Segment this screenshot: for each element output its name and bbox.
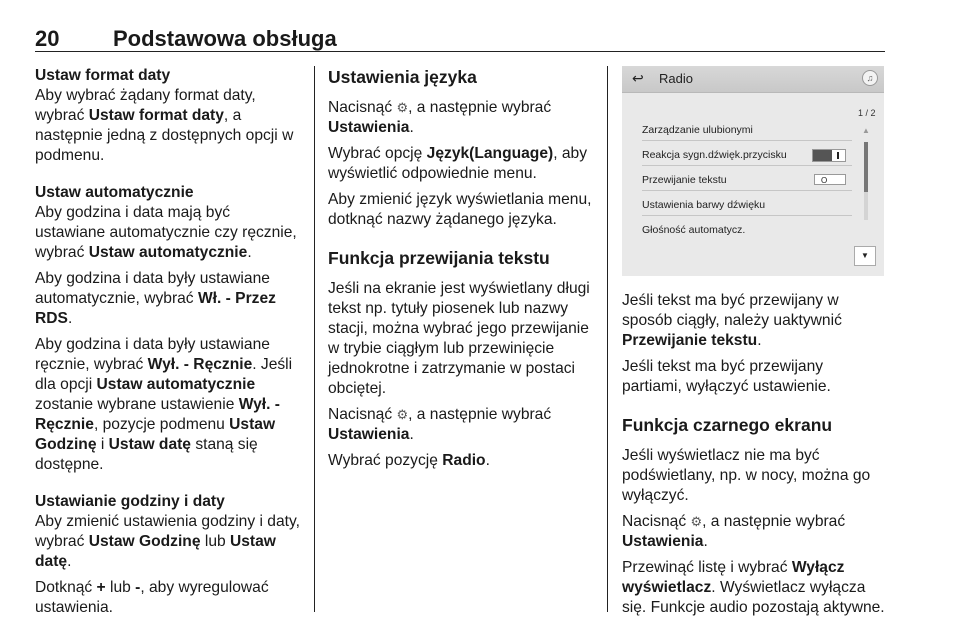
menu-item-auto-volume[interactable]: Głośność automatycz. [642,224,746,236]
beep-level-marker [837,152,839,159]
scroll-step-1: Nacisnąć ⚙, a następnie wybrać Ustawienia. [328,406,552,443]
text-scroll-intro: Jeśli na ekranie jest wyświetlany długi tekst np. tytuły piosenek lub nazwy stacji, można wybrać jego przewijanie w trybie ciągłym lub przewinięcie jednokrotne i zatrzymanie w postaci obciętej. [328,280,590,397]
page-header [0,0,960,52]
column-3 [622,291,887,624]
set-time-date-heading: Ustawianie godziny i daty [35,493,225,510]
gear-icon: ⚙ [396,407,409,422]
partial-scroll-paragraph: Jeśli tekst ma być przewijany partiami, wyłączyć ustawienie. [622,358,831,395]
menu-item-favourites[interactable]: Zarządzanie ulubionymi [642,120,852,141]
date-format-section: Ustaw format daty Aby wybrać żądany format daty, wybrać Ustaw format daty, a następnie jedną z dostępnych opcji w podmenu. [35,67,294,164]
column-2 [328,66,598,477]
scrollbar-thumb[interactable] [864,142,868,192]
scroll-down-button[interactable]: ▼ [854,246,876,266]
auto-rds-paragraph: Aby godzina i data były ustawiane automatycznie, wybrać Wł. - Przez RDS. [35,270,276,327]
page-number: 20 [35,26,60,51]
column-1 [35,66,303,624]
auto-set-heading: Ustaw automatycznie [35,184,194,201]
black-step-2: Przewinąć listę i wybrać Wyłącz wyświetlacz. Wyświetlacz wyłącza się. Funkcje audio pozostają aktywne. [622,559,885,616]
black-screen-intro: Jeśli wyświetlacz nie ma być podświetlany, np. w nocy, można go wyłączyć. [622,447,871,504]
date-format-heading: Ustaw format daty [35,67,171,84]
scroll-up-icon[interactable]: ▲ [862,126,870,135]
column-divider-2 [607,66,608,612]
text-scroll-toggle[interactable]: O [814,174,846,185]
screen-title-bar [622,66,884,93]
language-settings-heading: Ustawienia języka [328,67,477,87]
continuous-scroll-paragraph: Jeśli tekst ma być przewijany w sposób ciągły, należy uaktywnić Przewijanie tekstu. [622,292,842,349]
black-screen-heading: Funkcja czarnego ekranu [622,415,833,435]
lang-step-2: Wybrać opcję Język(Language), aby wyświetlić odpowiednie menu. [328,145,588,182]
gear-icon: ⚙ [690,514,703,529]
beep-level-bar[interactable] [812,149,846,162]
menu-item-tone-settings[interactable]: Ustawienia barwy dźwięku [642,195,852,216]
radio-settings-screen [622,66,884,276]
column-divider-1 [314,66,315,612]
black-step-1: Nacisnąć ⚙, a następnie wybrać Ustawienia. [622,513,846,550]
gear-icon: ⚙ [396,100,409,115]
adjust-paragraph: Dotknąć + lub -, aby wyregulować ustawienia. [35,579,269,616]
back-arrow-icon[interactable]: ↩ [632,70,644,86]
header-rule [35,51,885,52]
music-note-icon[interactable]: ♫ [862,70,878,86]
screen-title: Radio [659,71,693,86]
page-title: Podstawowa obsługa [113,26,337,51]
menu-item-text-scroll[interactable]: Przewijanie tekstu O [642,170,852,191]
scroll-step-2: Wybrać pozycję Radio. [328,452,490,469]
page-indicator: 1 / 2 [858,108,876,118]
lang-step-1: Nacisnąć ⚙, a następnie wybrać Ustawienia. [328,99,552,136]
beep-level-fill [813,150,832,161]
menu-item-button-beep[interactable]: Reakcja sygn.dźwięk.przycisku [642,145,852,166]
text-scroll-heading: Funkcja przewijania tekstu [328,248,550,268]
manual-paragraph: Aby godzina i data były ustawiane ręcznie, wybrać Wył. - Ręcznie. Jeśli dla opcji Ustaw automatycznie zostanie wybrane ustawienie Wył. - Ręcznie, pozycje podmenu Ustaw Godzinę i Ustaw datę staną się dostępne. [35,336,293,473]
auto-set-section: Ustaw automatycznie Aby godzina i data mają być ustawiane automatycznie czy ręcznie, wybrać Ustaw automatycznie. [35,184,297,261]
set-time-date-section: Ustawianie godziny i daty Aby zmienić ustawienia godziny i daty, wybrać Ustaw Godzinę lub Ustaw datę. [35,493,300,570]
lang-step-3: Aby zmienić język wyświetlania menu, dotknąć nazwy żądanego języka. [328,191,592,228]
